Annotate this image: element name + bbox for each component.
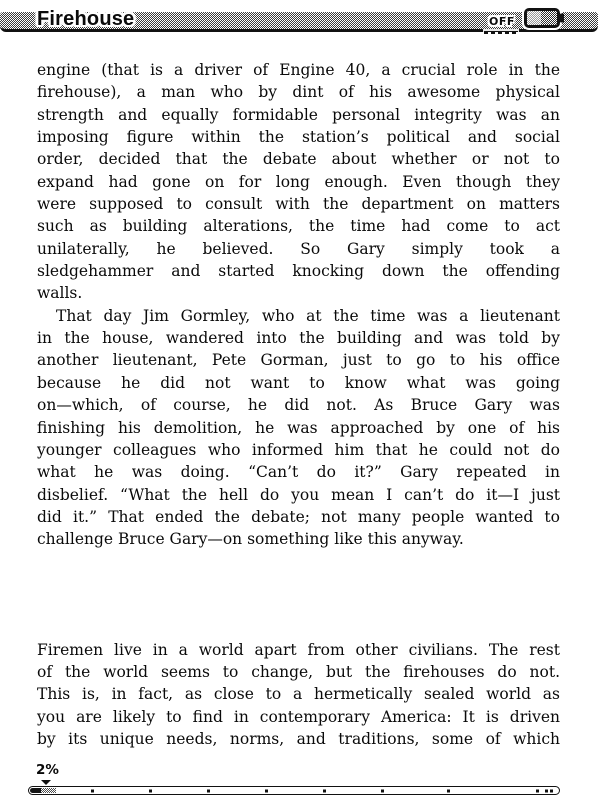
text-line: firehouse), a man who by dint of his awesome physical	[37, 83, 560, 102]
text-line: on—which, of course, he did not. As Bruce Gary was	[37, 396, 560, 415]
chapter-tick	[447, 789, 450, 792]
text-line: challenge Bruce Gary—on something like this anyway.	[37, 530, 464, 549]
wireless-signal-dashes-icon	[484, 31, 518, 34]
reading-area	[37, 59, 560, 750]
text-line: Firemen live in a world apart from other civilians. The rest	[37, 640, 560, 659]
chapter-tick	[149, 789, 152, 792]
paragraph-2	[37, 305, 560, 551]
paragraph-3	[37, 639, 560, 751]
battery-fill-light	[527, 11, 541, 25]
chapter-tick	[545, 789, 548, 792]
text-line: in the house, wandered into the building and was told by	[37, 329, 560, 348]
text-line: you are likely to find in contemporary America: It is driven	[37, 707, 560, 726]
text-line: by its unique needs, norms, and traditions, some of which	[37, 729, 560, 748]
text-line: That day Jim Gormley, who at the time was a lieutenant	[56, 306, 560, 325]
text-line: because he did not want to know what was going	[37, 373, 560, 392]
chapter-tick	[536, 789, 539, 792]
text-line: younger colleagues who informed him that he could not do	[37, 440, 560, 459]
progress-percent: 2%	[36, 762, 59, 778]
paragraph-1	[37, 59, 560, 305]
text-line: another lieutenant, Pete Gorman, just to go to his office	[37, 351, 560, 370]
text-line: finishing his demolition, he was approached by one of his	[37, 418, 560, 437]
text-line: were supposed to consult with the department on matters	[37, 195, 560, 214]
wireless-status-label: OFF	[489, 15, 515, 28]
text-line: such as building alterations, the time had come to act	[37, 217, 560, 236]
text-line: what he was doing. “Can’t do it?” Gary repeated in	[37, 463, 560, 482]
text-line: imposing figure within the station’s political and social	[37, 128, 560, 147]
text-line: walls.	[37, 284, 83, 303]
chapter-tick	[207, 789, 210, 792]
battery-icon	[524, 8, 560, 28]
chapter-tick	[550, 789, 553, 792]
text-line: did it.” That ended the debate; not many people wanted to	[37, 507, 560, 526]
text-line: of the world seems to change, but the firehouses do not.	[37, 662, 560, 681]
chapter-tick	[265, 789, 268, 792]
wireless-indicator	[484, 10, 520, 34]
chapter-tick	[323, 789, 326, 792]
chapter-tick	[381, 789, 384, 792]
text-line: This is, in fact, as close to a hermetically sealed world as	[37, 685, 560, 704]
chapter-tick	[91, 789, 94, 792]
progress-fill	[30, 788, 56, 793]
text-line: engine (that is a driver of Engine 40, a crucial role in the	[37, 61, 560, 79]
text-line: disbelief. “What the hell do you mean I can’t do it—I just	[37, 485, 560, 504]
progress-pointer-icon	[41, 780, 51, 785]
text-line: unilaterally, he believed. So Gary simply took a	[37, 239, 560, 258]
battery-fill-dark	[541, 11, 558, 25]
progress-bar	[28, 786, 560, 795]
text-line: sledgehammer and started knocking down the offending	[37, 262, 560, 281]
text-line: order, decided that the debate about whether or not to	[37, 150, 560, 169]
book-title: Firehouse	[37, 8, 135, 30]
battery-nub	[560, 14, 564, 23]
text-line: strength and equally formidable personal integrity was an	[37, 105, 560, 124]
text-line: expand had gone on for long enough. Even though they	[37, 172, 560, 191]
